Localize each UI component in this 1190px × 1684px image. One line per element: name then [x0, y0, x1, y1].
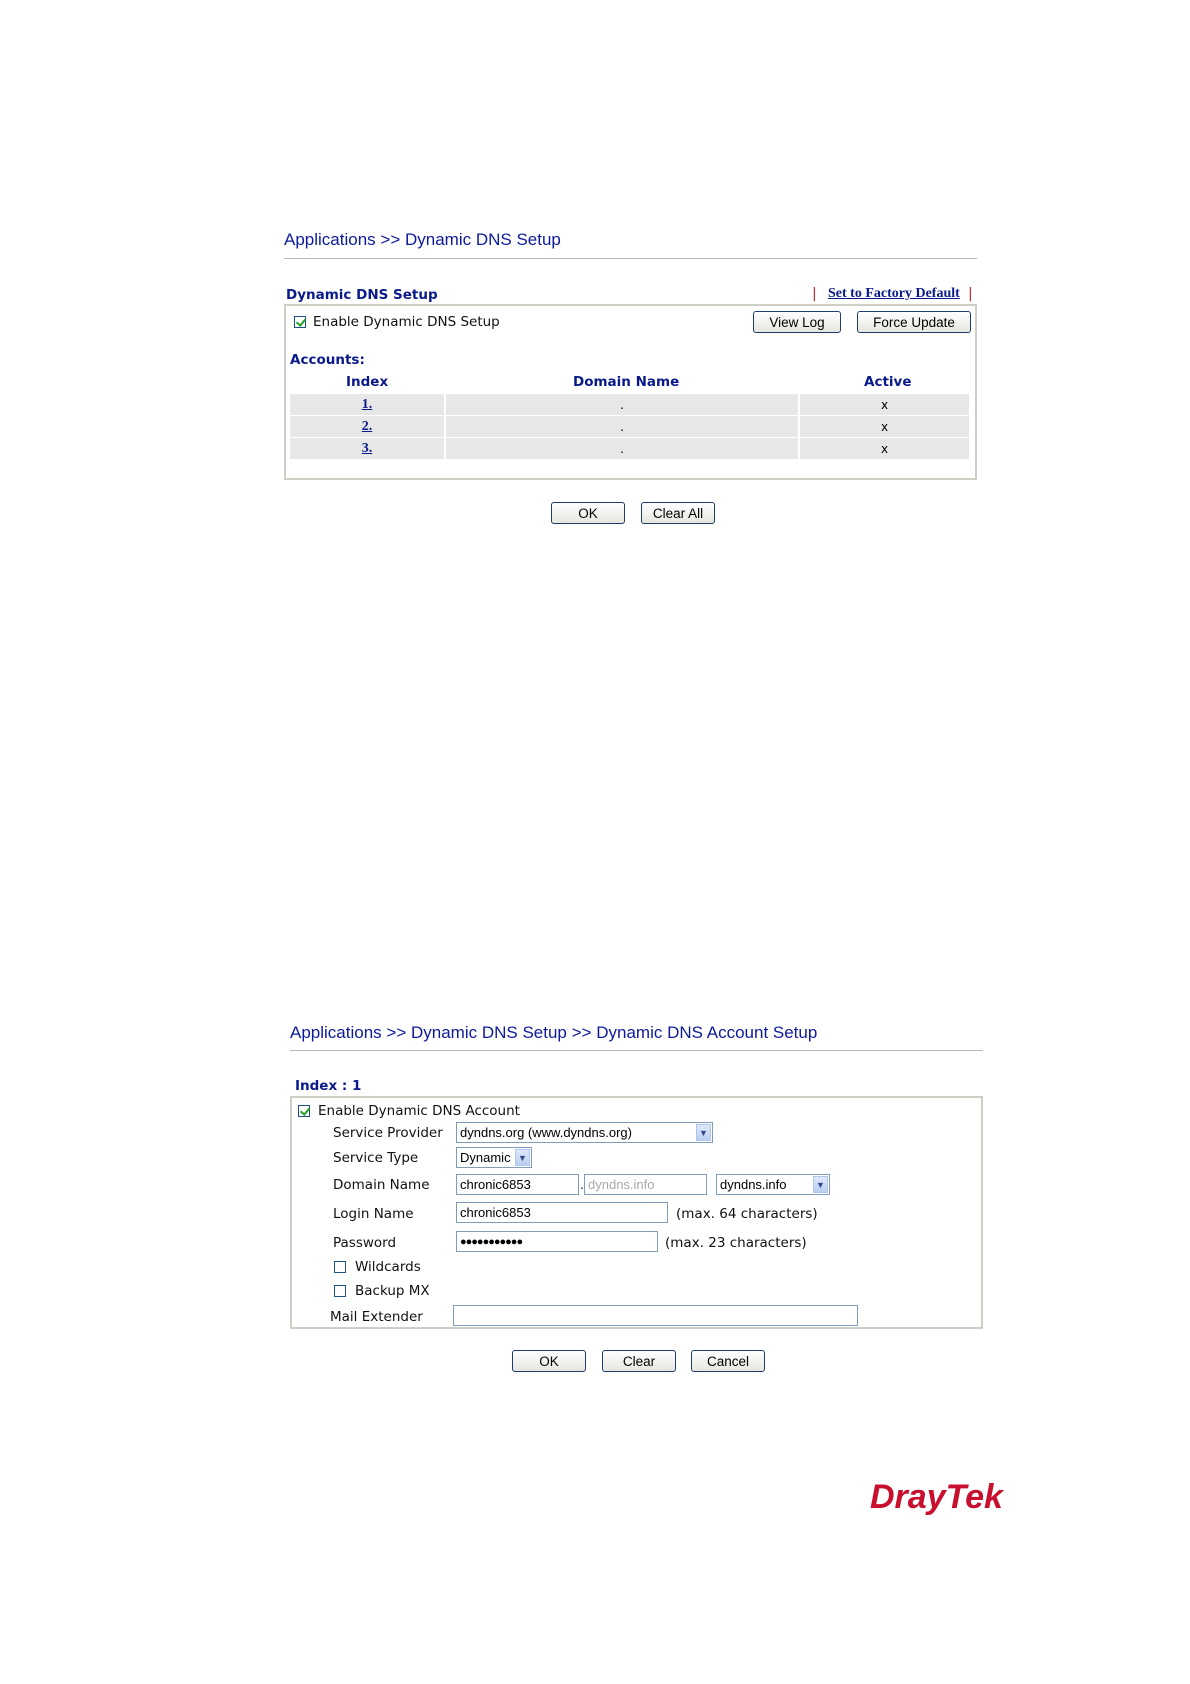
- section-title: Dynamic DNS Setup: [286, 287, 438, 303]
- service-type-label: Service Type: [333, 1150, 419, 1166]
- account-ok-button[interactable]: OK: [512, 1350, 586, 1372]
- login-name-input[interactable]: chronic6853: [456, 1202, 668, 1223]
- breadcrumb-applications: Applications: [284, 230, 376, 249]
- column-header-active: Active: [864, 374, 912, 390]
- title-divider: [284, 258, 977, 259]
- account-cancel-button[interactable]: Cancel: [691, 1350, 765, 1372]
- breadcrumb: [284, 230, 561, 250]
- clear-all-button[interactable]: Clear All: [641, 502, 715, 524]
- table-row-1-active: x: [800, 394, 969, 415]
- draytek-logo: DrayTek: [870, 1478, 1003, 1516]
- ok-button[interactable]: OK: [551, 502, 625, 524]
- breadcrumb-separator: >>: [380, 230, 401, 249]
- chevron-down-icon: ▼: [515, 1149, 530, 1166]
- enable-dynamic-dns-label: Enable Dynamic DNS Setup: [313, 314, 500, 330]
- backup-mx-checkbox[interactable]: [334, 1285, 346, 1297]
- accounts-label: Accounts:: [290, 352, 365, 368]
- table-row-3-index: [290, 438, 444, 459]
- backup-mx-label: Backup MX: [355, 1283, 430, 1299]
- wildcards-checkbox[interactable]: [334, 1261, 346, 1273]
- account-title-divider: [290, 1050, 983, 1051]
- link-separator-left: |: [812, 286, 817, 302]
- account-setup-panel: [290, 1096, 983, 1329]
- account-clear-button[interactable]: Clear: [602, 1350, 676, 1372]
- login-name-hint: (max. 64 characters): [676, 1206, 818, 1222]
- index-label: Index : 1: [295, 1078, 362, 1094]
- account-2-link[interactable]: 2.: [361, 418, 373, 434]
- mail-extender-input[interactable]: [453, 1305, 858, 1326]
- service-provider-select[interactable]: [456, 1122, 713, 1143]
- link-separator-right: |: [968, 286, 973, 302]
- domain-dot: .: [580, 1178, 584, 1192]
- table-row-1-domain: .: [446, 394, 798, 415]
- dynamic-dns-panel: [284, 304, 977, 480]
- table-row-2-index: [290, 416, 444, 437]
- table-row-3-domain: .: [446, 438, 798, 459]
- table-row-3-active: x: [800, 438, 969, 459]
- service-type-value: Dynamic: [460, 1150, 511, 1165]
- table-row-2-active: x: [800, 416, 969, 437]
- column-header-domain-name: Domain Name: [573, 374, 680, 390]
- breadcrumb-dynamic-dns-setup: Dynamic DNS Setup: [405, 230, 561, 249]
- column-header-index: Index: [346, 374, 389, 390]
- domain-suffix-select[interactable]: [716, 1174, 830, 1195]
- enable-dns-account-label: Enable Dynamic DNS Account: [318, 1103, 520, 1119]
- view-log-button[interactable]: View Log: [753, 311, 841, 333]
- password-input[interactable]: ●●●●●●●●●●●: [456, 1231, 658, 1252]
- enable-dns-account-checkbox[interactable]: [298, 1105, 310, 1117]
- chevron-down-icon: ▼: [696, 1124, 711, 1141]
- set-factory-default-link[interactable]: Set to Factory Default: [828, 286, 960, 301]
- breadcrumb-applications: Applications: [290, 1023, 382, 1042]
- domain-suffix-input[interactable]: dyndns.info: [584, 1174, 707, 1195]
- mail-extender-label: Mail Extender: [330, 1309, 423, 1325]
- service-provider-value: dyndns.org (www.dyndns.org): [460, 1125, 632, 1140]
- enable-dynamic-dns-checkbox[interactable]: [294, 316, 306, 328]
- domain-name-label: Domain Name: [333, 1177, 430, 1193]
- service-provider-label: Service Provider: [333, 1125, 443, 1141]
- chevron-down-icon: ▼: [813, 1176, 828, 1193]
- account-breadcrumb: [290, 1023, 817, 1043]
- breadcrumb-separator: >>: [386, 1023, 407, 1042]
- service-type-select[interactable]: [456, 1147, 532, 1168]
- account-1-link[interactable]: 1.: [361, 396, 373, 412]
- table-row-1-index: [290, 394, 444, 415]
- account-3-link[interactable]: 3.: [361, 440, 373, 456]
- domain-name-input[interactable]: chronic6853: [456, 1174, 579, 1195]
- login-name-label: Login Name: [333, 1206, 414, 1222]
- domain-suffix-value: dyndns.info: [720, 1177, 787, 1192]
- wildcards-label: Wildcards: [355, 1259, 421, 1275]
- password-label: Password: [333, 1235, 397, 1251]
- breadcrumb-separator: >>: [571, 1023, 592, 1042]
- password-hint: (max. 23 characters): [665, 1235, 807, 1251]
- breadcrumb-dynamic-dns-setup: Dynamic DNS Setup: [411, 1023, 567, 1042]
- breadcrumb-dynamic-dns-account-setup: Dynamic DNS Account Setup: [596, 1023, 818, 1042]
- force-update-button[interactable]: Force Update: [857, 311, 971, 333]
- table-row-2-domain: .: [446, 416, 798, 437]
